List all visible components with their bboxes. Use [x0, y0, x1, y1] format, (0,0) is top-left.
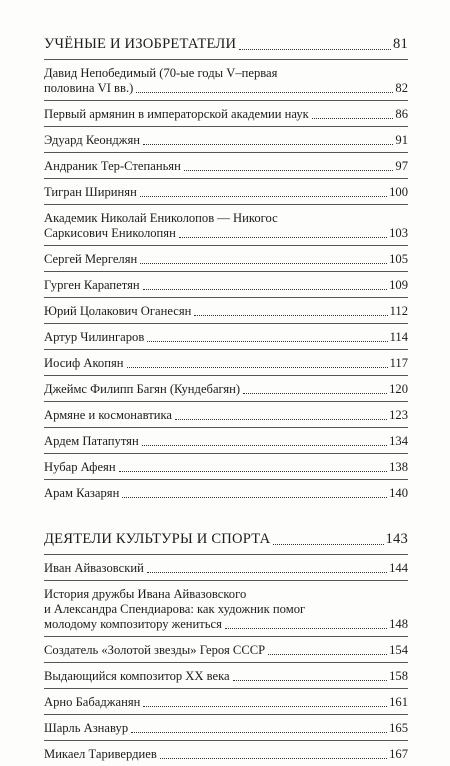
entry-title: Нубар Афеян: [44, 460, 116, 474]
entry-title: Сергей Мергелян: [44, 252, 138, 266]
page-number: 117: [389, 356, 408, 370]
entry-title: Андраник Тер-Степаньян: [44, 159, 181, 173]
entry-title: Арам Казарян: [44, 486, 120, 500]
entry-title: Артур Чилингаров: [44, 330, 145, 344]
leader-dots: [143, 289, 387, 290]
page-number: 148: [389, 617, 408, 631]
page-number: 134: [389, 434, 408, 448]
toc-entry[interactable]: [44, 636, 408, 662]
page-number: 91: [395, 133, 408, 147]
toc-entry[interactable]: [44, 479, 408, 505]
page-number: 140: [389, 486, 408, 500]
page-number: 138: [389, 460, 408, 474]
leader-dots: [131, 732, 387, 733]
toc-entry[interactable]: [44, 580, 408, 636]
entry-title: Ардем Патапутян: [44, 434, 139, 448]
leader-dots: [184, 170, 394, 171]
leader-dots: [143, 144, 393, 145]
page-number: 97: [395, 159, 408, 173]
leader-dots: [233, 680, 387, 681]
page-number: 158: [389, 669, 408, 683]
leader-dots: [194, 315, 387, 316]
toc-entry[interactable]: [44, 714, 408, 740]
entry-title: половина VI вв.): [44, 81, 134, 95]
page-number: 82: [395, 81, 408, 95]
section-title: УЧЁНЫЕ И ИЗОБРЕТАТЕЛИ: [44, 36, 237, 52]
page-number: 167: [389, 747, 408, 761]
page-number: 105: [389, 252, 408, 266]
toc-entry[interactable]: [44, 271, 408, 297]
entry-line: и Александра Спендиарова: как художник помог: [44, 602, 306, 616]
entry-title: Джеймс Филипп Багян (Кундебагян): [44, 382, 241, 396]
toc-entry[interactable]: [44, 554, 408, 580]
page-number: 120: [389, 382, 408, 396]
entry-title: Создатель «Золотой звезды» Героя СССР: [44, 643, 266, 657]
leader-dots: [273, 544, 383, 545]
toc-entry[interactable]: [44, 427, 408, 453]
page-number: 100: [389, 185, 408, 199]
page-number: 81: [393, 36, 408, 52]
entry-line: Академик Николай Ениколопов — Никогос: [44, 211, 278, 225]
leader-dots: [243, 393, 387, 394]
toc-entry[interactable]: [44, 401, 408, 427]
page-number: 114: [389, 330, 408, 344]
toc-entry[interactable]: [44, 178, 408, 204]
entry-title: Тигран Ширинян: [44, 185, 137, 199]
leader-dots: [127, 367, 388, 368]
entry-line: История дружбы Ивана Айвазовского: [44, 587, 247, 601]
entry-title: Гурген Карапетян: [44, 278, 140, 292]
page-number: 161: [389, 695, 408, 709]
section-title: ДЕЯТЕЛИ КУЛЬТУРЫ И СПОРТА: [44, 531, 271, 547]
leader-dots: [122, 497, 387, 498]
toc-entry[interactable]: [44, 297, 408, 323]
entry-title: Саркисович Ениколопян: [44, 226, 176, 240]
leader-dots: [225, 628, 387, 629]
page-number: 165: [389, 721, 408, 735]
leader-dots: [143, 706, 387, 707]
entry-title: Армяне и космонавтика: [44, 408, 172, 422]
entry-title: Иосиф Акопян: [44, 356, 124, 370]
leader-dots: [147, 572, 387, 573]
entry-line: Давид Непобедимый (70-ые годы V–первая: [44, 66, 278, 80]
page-number: 144: [389, 561, 408, 575]
leader-dots: [136, 92, 393, 93]
toc-entry[interactable]: [44, 100, 408, 126]
leader-dots: [268, 654, 387, 655]
entry-title: молодому композитору жениться: [44, 617, 222, 631]
toc-entry[interactable]: [44, 152, 408, 178]
section-heading[interactable]: [44, 36, 408, 53]
toc-entry[interactable]: [44, 204, 408, 245]
toc-entry[interactable]: [44, 349, 408, 375]
entry-title: Юрий Цолакович Оганесян: [44, 304, 192, 318]
entry-title: Шарль Азнавур: [44, 721, 129, 735]
page-number: 123: [389, 408, 408, 422]
leader-dots: [160, 758, 387, 759]
leader-dots: [119, 471, 388, 472]
page-number: 103: [389, 226, 408, 240]
toc-entry[interactable]: [44, 688, 408, 714]
leader-dots: [175, 419, 387, 420]
toc-entry[interactable]: [44, 323, 408, 349]
toc-entry[interactable]: [44, 245, 408, 271]
toc-entry[interactable]: [44, 126, 408, 152]
page-number: 109: [389, 278, 408, 292]
leader-dots: [147, 341, 387, 342]
entry-title: Эдуард Кеонджян: [44, 133, 141, 147]
entry-title: Выдающийся композитор XX века: [44, 669, 230, 683]
entry-title: Микаел Таривердиев: [44, 747, 157, 761]
toc-entry[interactable]: [44, 375, 408, 401]
leader-dots: [239, 49, 391, 50]
page-number: 86: [395, 107, 408, 121]
leader-dots: [179, 237, 387, 238]
toc-entry[interactable]: [44, 662, 408, 688]
toc-entry[interactable]: [44, 59, 408, 100]
entry-title: Арно Бабаджанян: [44, 695, 141, 709]
entry-title: Первый армянин в императорской академии наук: [44, 107, 309, 121]
entry-title: Иван Айвазовский: [44, 561, 144, 575]
section-heading[interactable]: [44, 531, 408, 548]
toc-entry[interactable]: [44, 740, 408, 766]
page-number: 112: [389, 304, 408, 318]
leader-dots: [140, 263, 387, 264]
leader-dots: [142, 445, 387, 446]
leader-dots: [140, 196, 387, 197]
page-number: 154: [389, 643, 408, 657]
leader-dots: [312, 118, 394, 119]
toc-entry[interactable]: [44, 453, 408, 479]
page-number: 143: [385, 531, 408, 547]
